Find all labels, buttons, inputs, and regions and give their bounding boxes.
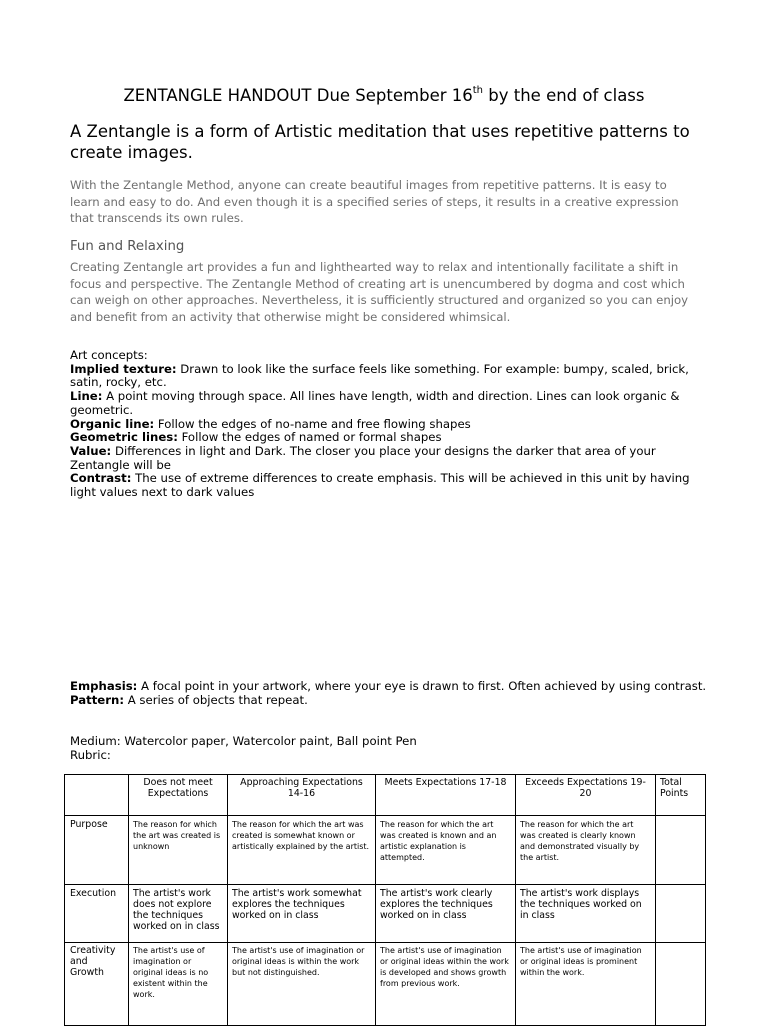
rubric-header: Does not meet Expectations	[129, 775, 228, 816]
table-cell: The reason for which the art was created is unknown	[129, 816, 228, 885]
rubric-header: Meets Expectations 17-18	[376, 775, 516, 816]
fun-paragraph: Creating Zentangle art provides a fun and lighthearted way to relax and intentionally facilitate a shift in focus and perspective. The Zentangle Method of creating art is unencumbered by dogma and cost which can weigh on other approaches. Nevertheless, it is sufficiently structured and organized so you can enjoy and benefit from an activity that otherwise might be considered whimsical.	[70, 260, 689, 324]
medium-block	[70, 735, 710, 762]
table-cell: The artist's use of imagination or original ideas within the work is developed and shows growth from previous work.	[376, 943, 516, 1026]
concept-item	[70, 694, 710, 708]
title-main: ZENTANGLE HANDOUT Due September 16	[123, 86, 473, 105]
concept-desc: A series of objects that repeat.	[124, 692, 308, 707]
concept-item	[70, 418, 710, 432]
art-concepts-continued	[70, 680, 710, 707]
table-row	[65, 885, 706, 943]
concept-item	[70, 431, 710, 445]
table-cell	[656, 816, 706, 885]
table-cell: The artist's use of imagination or original ideas is no existent within the work.	[129, 943, 228, 1026]
table-cell: The artist's use of imagination or original ideas is prominent within the work.	[516, 943, 656, 1026]
concept-term: Implied texture:	[70, 361, 177, 376]
medium-line: Medium: Watercolor paper, Watercolor paint, Ball point Pen	[70, 734, 417, 748]
row-label: Creativity and Growth	[65, 943, 129, 1026]
concept-desc: A focal point in your artwork, where your eye is drawn to first. Often achieved by using contrast.	[137, 679, 707, 693]
concept-item	[70, 390, 710, 417]
rubric-table	[64, 774, 706, 1026]
rubric-header: Approaching Expectations 14-16	[228, 775, 376, 816]
table-cell: The artist's work somewhat explores the techniques worked on in class	[228, 885, 376, 943]
concept-desc: Differences in light and Dark. The closer you place your designs the darker that area of your Zentangle will be	[70, 443, 656, 472]
concept-item	[70, 472, 710, 499]
concept-desc: A point moving through space. All lines have length, width and direction. Lines can look organic & geometric.	[70, 389, 680, 417]
concept-term: Emphasis:	[70, 679, 138, 693]
rubric-header: Total Points	[656, 775, 706, 816]
table-cell	[656, 943, 706, 1026]
concept-item	[70, 680, 710, 694]
table-cell: The artist's use of imagination or original ideas is within the work but not distinguished.	[228, 943, 376, 1026]
table-cell: The artist's work clearly explores the techniques worked on in class	[376, 885, 516, 943]
table-cell: The artist's work displays the techniques worked on in class	[516, 885, 656, 943]
concept-desc: The use of extreme differences to create emphasis. This will be achieved in this unit by having light values next to dark values	[70, 471, 690, 500]
concepts-heading: Art concepts:	[70, 348, 148, 362]
intro-paragraph: With the Zentangle Method, anyone can create beautiful images from repetitive patterns. It is easy to learn and easy to do. And even though it is a specified series of steps, it results in a creative expression that transcends its own rules.	[70, 178, 679, 225]
concept-term: Value:	[70, 443, 112, 458]
table-cell: The reason for which the art was created is clearly known and demonstrated visually by the artist.	[516, 816, 656, 885]
concept-term: Contrast:	[70, 471, 132, 486]
concept-term: Line:	[70, 389, 103, 404]
lead-paragraph: A Zentangle is a form of Artistic meditation that uses repetitive patterns to create images.	[70, 122, 690, 162]
concept-item	[70, 363, 710, 390]
table-row	[65, 816, 706, 885]
table-cell: The artist's work does not explore the techniques worked on in class	[129, 885, 228, 943]
page-title	[0, 86, 768, 105]
fun-heading: Fun and Relaxing	[70, 239, 185, 254]
rubric-header	[65, 775, 129, 816]
rubric-header: Exceeds Expectations 19-20	[516, 775, 656, 816]
concept-term: Pattern:	[70, 692, 124, 707]
title-tail: by the end of class	[483, 86, 645, 105]
table-row	[65, 943, 706, 1026]
table-cell: The reason for which the art was created is known and an artistic explanation is attempted.	[376, 816, 516, 885]
table-cell: The reason for which the art was created is somewhat known or artistically explained by the artist.	[228, 816, 376, 885]
concept-term: Geometric lines:	[70, 430, 178, 445]
concept-term: Organic line:	[70, 416, 155, 431]
rubric-label: Rubric:	[70, 747, 111, 762]
concept-item	[70, 445, 710, 472]
concept-desc: Follow the edges of named or formal shapes	[177, 430, 442, 445]
concept-desc: Drawn to look like the surface feels like something. For example: bumpy, scaled, brick, satin, rocky, etc.	[70, 361, 689, 390]
concept-desc: Follow the edges of no-name and free flowing shapes	[154, 416, 471, 431]
row-label: Execution	[65, 885, 129, 943]
art-concepts	[70, 349, 710, 500]
rubric-header-row	[65, 775, 706, 816]
table-cell	[656, 885, 706, 943]
row-label: Purpose	[65, 816, 129, 885]
title-superscript: th	[472, 84, 484, 96]
